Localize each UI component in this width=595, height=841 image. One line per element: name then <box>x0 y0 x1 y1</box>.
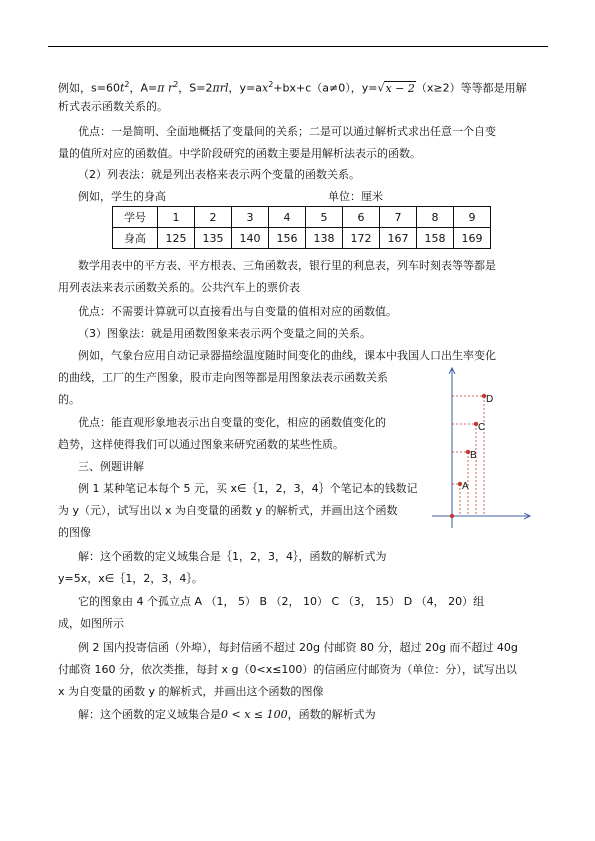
line-4: 量的值所对应的函数值。中学阶段研究的函数主要是用解析法表示的函数。 <box>58 147 421 160</box>
line-26: x 为自变量的函数 y 的解析式，并画出这个函数的图像 <box>58 685 324 698</box>
line-17: 例 1 某种笔记本每个 5 元，买 x∈｛1，2，3，4｝个笔记本的钱数记 <box>78 482 418 495</box>
label-a: A <box>462 481 469 492</box>
table-cell: 7 <box>380 207 417 228</box>
line-21: y=5x，x∈｛1，2，3，4｝。 <box>58 572 203 585</box>
table-cell: 169 <box>454 228 491 249</box>
header-rule <box>48 46 548 47</box>
line-12: 的曲线，工厂的生产图象，股市走向图等都是用图象法表示函数关系 <box>58 371 388 384</box>
table-row <box>113 228 491 249</box>
table-cell: 172 <box>343 228 380 249</box>
table-cell: 8 <box>417 207 454 228</box>
table-cell: 4 <box>269 207 306 228</box>
line-27: 解：这个函数的定义域集合是0 < x ≤ 100，函数的解析式为 <box>78 708 376 721</box>
table-cell: 3 <box>232 207 269 228</box>
line-5: （2）列表法：就是列出表格来表示两个变量的函数关系。 <box>78 168 360 181</box>
line-3: 优点：一是简明、全面地概括了变量间的关系；二是可以通过解析式求出任意一个自变 <box>78 125 496 138</box>
table-cell: 学号 <box>113 207 158 228</box>
line-7: 数学用表中的平方表、平方根表、三角函数表，银行里的利息表，列车时刻表等等都是 <box>78 259 496 272</box>
line-11: 例如，气象台应用自动记录器描绘温度随时间变化的曲线，课本中我国人口出生率变化 <box>78 349 496 362</box>
table-cell: 156 <box>269 228 306 249</box>
table-cell: 158 <box>417 228 454 249</box>
line-10: （3）图象法：就是用函数图象来表示两个变量之间的关系。 <box>78 327 371 340</box>
table-cell: 167 <box>380 228 417 249</box>
table-cell: 138 <box>306 228 343 249</box>
line-25: 付邮资 160 分，依次类推，每封 x g（0<x≤100）的信函应付邮资为（单位：分），试写出以 <box>58 663 517 676</box>
table-row <box>113 207 491 228</box>
line-23: 成，如图所示 <box>58 617 124 630</box>
table-cell: 5 <box>306 207 343 228</box>
point-graph <box>430 362 540 532</box>
table-cell: 2 <box>195 207 232 228</box>
label-c: C <box>478 422 486 433</box>
line-2: 析式表示函数关系的。 <box>58 100 168 113</box>
line-24: 例 2 国内投寄信函（外埠），每封信函不超过 20g 付邮资 80 分，超过 20g 而不超过 40g <box>78 641 518 654</box>
table-cell: 6 <box>343 207 380 228</box>
height-table <box>112 206 491 249</box>
line-19: 的图像 <box>58 526 91 539</box>
label-b: B <box>470 450 477 461</box>
guide-lines <box>452 396 484 516</box>
line-16: 三、例题讲解 <box>78 460 144 473</box>
line-14: 优点：能直观形象地表示出自变量的变化，相应的函数值变化的 <box>78 416 386 429</box>
table-cell: 身高 <box>113 228 158 249</box>
table-cell: 135 <box>195 228 232 249</box>
table-cell: 9 <box>454 207 491 228</box>
origin-point <box>450 514 454 518</box>
line-13: 的。 <box>58 393 80 406</box>
line-22: 它的图象由 4 个孤立点 A （1， 5） B （2， 10） C （3， 15） D （4， 20）组 <box>78 595 485 608</box>
table-cell: 140 <box>232 228 269 249</box>
table-cell: 1 <box>158 207 195 228</box>
line-8: 用列表法来表示函数关系的。公共汽车上的票价表 <box>58 281 300 294</box>
line-20: 解：这个函数的定义域集合是｛1，2，3，4｝，函数的解析式为 <box>78 550 387 563</box>
label-d: D <box>486 394 494 405</box>
line-9: 优点：不需要计算就可以直接看出与自变量的值相对应的函数值。 <box>78 305 397 318</box>
line-18: 为 y（元），试写出以 x 为自变量的函数 y 的解析式，并画出这个函数 <box>58 504 398 517</box>
line-6: 例如，学生的身高 单位：厘米 <box>78 190 383 203</box>
line-15: 趋势，这样使得我们可以通过图象来研究函数的某些性质。 <box>58 438 344 451</box>
line-1: 例如，$s=60t^2$，A=π $r^2$，S=2πrl，$y=ax^2+bx+c(a\ne 0)$，y=√x − 2（x≥2）等等都是用解 <box>58 80 527 95</box>
table-cell: 125 <box>158 228 195 249</box>
